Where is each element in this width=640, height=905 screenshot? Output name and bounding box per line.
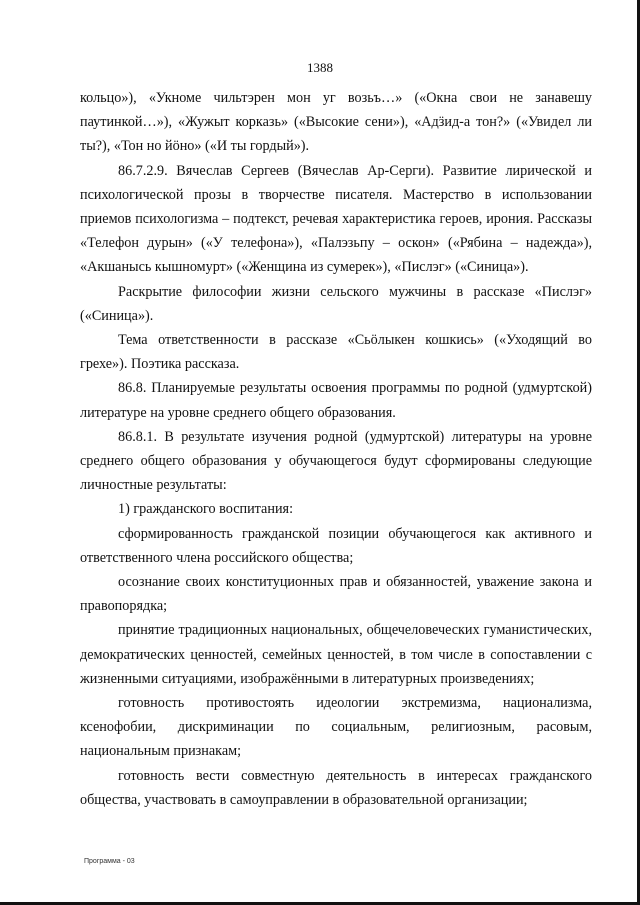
page-body	[80, 86, 592, 812]
paragraph-continuation: кольцо»), «Укноме чильтэрен мон уг возьъ…» («Окна свои не занавешу паутинкой…»), «Жужыт корказь» («Высокие сени»), «Адӟид-а тон?» («Увидел ли ты?), «Тон но йöно» («И ты гордый»).	[80, 90, 592, 155]
list-item: готовность вести совместную деятельность в интересах гражданского общества, участвовать в самоуправлении в образовательной организации;	[80, 767, 592, 808]
paragraph-responsibility-theme: Тема ответственности в рассказе «Сьöлыкен кошкись» («Уходящий во грехе»). Поэтика рассказа.	[80, 332, 592, 373]
list-heading-civic-education: 1) гражданского воспитания:	[118, 501, 294, 518]
list-item: готовность противостоять идеологии экстремизма, национализма, ксенофобии, дискриминации по социальным, религиозным, расовым, национальным признакам;	[80, 695, 592, 760]
list-item: принятие традиционных национальных, общечеловеческих гуманистических, демократических ценностей, семейных ценностей, в том числе в сопоставлении с жизненными ситуациями, изображёнными в литературных произведениях;	[80, 622, 592, 687]
footer-program-label: Программа - 03	[84, 858, 135, 865]
paragraph-pisleg-philosophy: Раскрытие философии жизни сельского мужчины в рассказе «Пислэг» («Синица»).	[80, 283, 592, 324]
paragraph-section-86-8: 86.8. Планируемые результаты освоения программы по родной (удмуртской) литературе на уровне среднего общего образования.	[80, 380, 592, 421]
list-item: сформированность гражданской позиции обучающегося как активного и ответственного члена российского общества;	[80, 525, 592, 566]
paragraph-section-86-8-1: 86.8.1. В результате изучения родной (удмуртской) литературы на уровне среднего общего образования у обучающегося будут сформированы следующие личностные результаты:	[80, 428, 592, 494]
list-item: осознание своих конституционных прав и обязанностей, уважение закона и правопорядка;	[80, 574, 592, 615]
paragraph-section-86-7-2-9: 86.7.2.9. Вячеслав Сергеев (Вячеслав Ар-Серги). Развитие лирической и психологической прозы в творчестве писателя. Мастерство в использовании приемов психологизма – подтекст, речевая характеристика героев, ирония. Рассказы «Телефон дурын» («У телефона»), «Палэзьпу – оскон» («Рябина – надежда»), «Акшанысь кышномурт» («Женщина из сумерек»), «Пислэг» («Синица»).	[80, 162, 592, 276]
page-number: 1388	[307, 60, 333, 75]
